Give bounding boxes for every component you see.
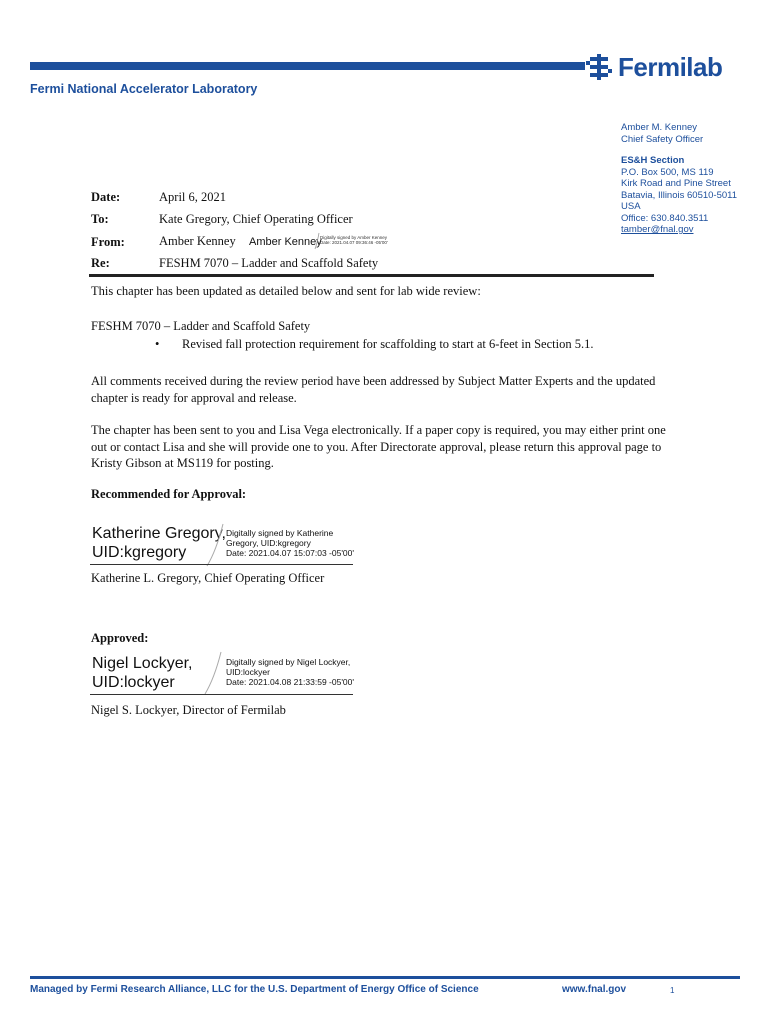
sender-office: Office: 630.840.3511 xyxy=(621,212,709,224)
sender-address-1: P.O. Box 500, MS 119 xyxy=(621,166,714,178)
fermilab-logo-icon xyxy=(586,54,612,80)
approve-caption: Nigel S. Lockyer, Director of Fermilab xyxy=(91,703,286,717)
distribution-paragraph: The chapter has been sent to you and Lisa Vega electronically. If a paper copy is required, you may either print one out or contact Lisa and she will provide one to you. After Directorate approval, please return this approval page to Kristy Gibson at MS119 for posting. xyxy=(91,423,666,470)
sender-email-link[interactable]: tamber@fnal.gov xyxy=(621,224,694,235)
recommend-meta-2: Gregory, UID:kgregory xyxy=(226,538,311,548)
sender-country: USA xyxy=(621,201,641,212)
page-number: 1 xyxy=(670,986,675,995)
approved-heading: Approved: xyxy=(91,631,149,645)
sender-section: ES&H Section xyxy=(621,155,685,166)
date-value: April 6, 2021 xyxy=(159,190,227,204)
recommend-signature-line-1: Katherine Gregory, xyxy=(92,525,226,542)
footer-rule xyxy=(30,976,740,979)
logo-wordmark: Fermilab xyxy=(618,51,723,82)
recommend-signature-line-2: UID:kgregory xyxy=(92,544,187,561)
bullet-marker: • xyxy=(155,337,160,351)
recommend-signature-line xyxy=(90,564,353,565)
bullet-item: Revised fall protection requirement for scaffolding to start at 6-feet in Section 5.1. xyxy=(182,337,594,351)
re-value: FESHM 7070 – Ladder and Scaffold Safety xyxy=(159,256,379,270)
intro-paragraph: This chapter has been updated as detailed below and sent for lab wide review: xyxy=(91,284,481,298)
approve-signature-line xyxy=(90,694,353,695)
from-label: From: xyxy=(91,235,125,249)
recommend-meta-3: Date: 2021.04.07 15:07:03 -05'00' xyxy=(226,548,355,558)
from-signature-meta-2: Date: 2021.04.07 09:36:46 -05'00' xyxy=(320,240,388,245)
re-label: Re: xyxy=(91,256,110,270)
sender-title: Chief Safety Officer xyxy=(621,133,704,145)
fermilab-logo xyxy=(586,50,746,84)
footer-managed-by: Managed by Fermi Research Alliance, LLC for the U.S. Department of Energy Office of Science xyxy=(30,984,479,995)
from-signature-meta xyxy=(320,235,388,245)
comments-paragraph: All comments received during the review period have been addressed by Subject Matter Experts and the updated chapter is ready for approval and release. xyxy=(91,374,656,405)
recommend-signature-meta xyxy=(226,528,354,558)
recommend-meta-1: Digitally signed by Katherine xyxy=(226,528,334,538)
recommended-heading: Recommended for Approval: xyxy=(91,487,247,501)
sender-block xyxy=(621,122,737,236)
from-digital-signature[interactable]: Amber Kenney xyxy=(249,236,322,248)
approve-meta-1: Digitally signed by Nigel Lockyer, xyxy=(226,657,351,667)
date-label: Date: xyxy=(91,190,121,204)
signature-flourish-icon xyxy=(203,650,223,696)
approve-signature-line-2: UID:lockyer xyxy=(92,674,175,691)
approve-meta-3: Date: 2021.04.08 21:33:59 -05'00' xyxy=(226,677,355,687)
approve-signature-meta xyxy=(226,657,354,687)
chapter-title: FESHM 7070 – Ladder and Scaffold Safety xyxy=(91,319,311,333)
footer-url-link[interactable]: www.fnal.gov xyxy=(562,984,627,995)
sender-address-2: Kirk Road and Pine Street xyxy=(621,178,731,189)
to-label: To: xyxy=(91,212,109,226)
lab-name: Fermi National Accelerator Laboratory xyxy=(30,82,258,96)
memo-divider xyxy=(89,274,654,277)
from-signature-meta-1: Digitally signed by Amber Kenney xyxy=(320,235,388,240)
recommend-caption: Katherine L. Gregory, Chief Operating Officer xyxy=(91,571,325,585)
signature-flourish-icon xyxy=(205,522,225,568)
from-value: Amber Kenney xyxy=(159,234,236,248)
to-value: Kate Gregory, Chief Operating Officer xyxy=(159,212,353,226)
approve-signature-name[interactable] xyxy=(92,654,193,692)
header-rule xyxy=(30,62,585,70)
approve-signature-line-1: Nigel Lockyer, xyxy=(92,655,193,672)
sender-address-3: Batavia, Illinois 60510-5011 xyxy=(621,189,738,201)
approve-meta-2: UID:lockyer xyxy=(226,667,270,677)
sender-name: Amber M. Kenney xyxy=(621,122,698,133)
